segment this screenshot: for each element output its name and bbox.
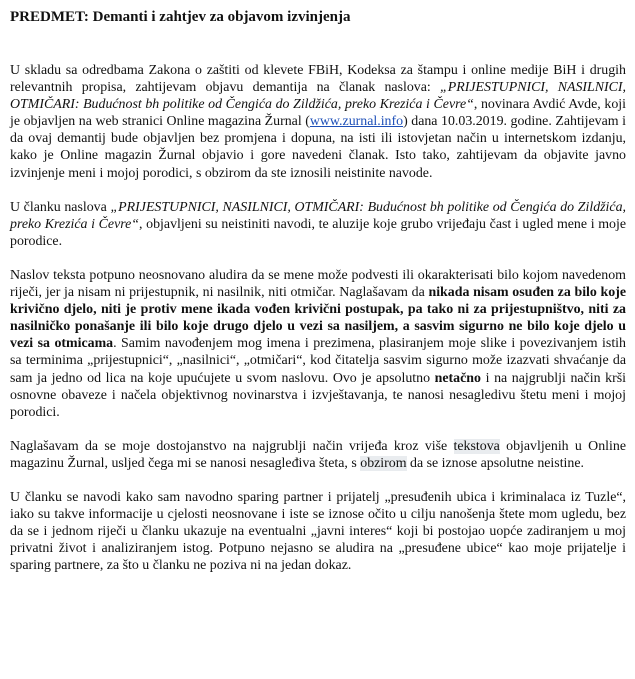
paragraph-1-text-c: ) dana 10.03.2019. godine. Zahtijevam i da ovaj demantij bude objavljen bez promjena i dopuna, na isti ili istovjetan način u internetskom izdanju, kako je Online magazin Žurnal objavio i gore navedeni članak. Isto tako, zahtijevam da objavite javno izvinjenje meni i mojoj porodici, s obzirom da ste iznosili neistinite navode. bbox=[10, 114, 626, 181]
paragraph-4-text-a: Naglašavam da se moje dostojanstvo na najgrublji način vrijeđa kroz više bbox=[10, 438, 454, 454]
paragraph-4-highlight-tekstova: tekstova bbox=[453, 438, 500, 454]
paragraph-5 bbox=[10, 489, 626, 574]
paragraph-4-text-b: objavljenih u Online magazinu Žurnal, usljed čega mi se nanosi nesagleđiva šteta, s bbox=[10, 438, 626, 471]
paragraph-5-text: U članku se navodi kako sam navodno sparing partner i prijatelj „presuđenih ubica i kriminalaca iz Tuzle“, iako su takve informacije u cjelosti neosnovane i iste se iznose očito u cilju nanošenja štete mom ugledu, bez da se i jednom riječi u članku ukazuje na eventualni „javni interes“ koji bi postojao uopće zadiranjem u moj privatni život i analiziranjem istog. Potpuno nejasno se aludira na „presuđene ubice“ kao moje prijatelje i sparing partnere, za što u članku ne poziva ni na jedan dokaz. bbox=[10, 489, 626, 574]
paragraph-3 bbox=[10, 267, 626, 421]
document-page bbox=[10, 8, 626, 591]
paragraph-3-text-c: i na najgrublji način krši osnovne obaveze i načela objektivnog novinarstva i izvještavanja, te nanosi nesagledivu štetu meni i mojoj porodici. bbox=[10, 370, 626, 420]
paragraph-2-text-b: , objavljeni su neistiniti navodi, te aluzije koje grubo vrijeđaju čast i ugled mene i moje porodice. bbox=[10, 216, 626, 249]
document-subject-title: PREDMET: Demanti i zahtjev za objavom izvinjenja bbox=[10, 9, 351, 25]
paragraph-4 bbox=[10, 438, 626, 472]
paragraph-4-highlight-obzirom: obzirom bbox=[360, 455, 407, 471]
zurnal-link[interactable]: www.zurnal.info bbox=[309, 114, 404, 130]
paragraph-3-text-b: . Samim navođenjem mog imena i prezimena, plasiranjem moje slike i povezivanjem istih sa terminima „prijestupnici“, „nasilnici“, „otmičari“, kod čitatelja sasvim sigurno može izazvati shvaćanje da sam ja jedno od lica na koje upućujete u svom naslovu. Ovo je apsolutno bbox=[10, 336, 626, 386]
paragraph-1 bbox=[10, 62, 626, 182]
paragraph-2-article-title: „PRIJESTUPNICI, NASILNICI, OTMIČARI: Budućnost bh politike od Čengića do Zildžića, preko Krezića i Čevre“ bbox=[10, 199, 626, 232]
paragraph-1-text-b: , novinara Avdić Avde, koji je objavljen na web stranici Online magazina Žurnal ( bbox=[10, 97, 626, 130]
paragraph-1-article-title: „PRIJESTUPNICI, NASILNICI, OTMIČARI: Budućnost bh politike od Čengića do Zildžića, preko Krezića i Čevre“ bbox=[10, 80, 626, 113]
paragraph-4-text-c: da se iznose apsolutne neistine. bbox=[406, 455, 584, 471]
paragraph-2-text-a: U članku naslova bbox=[10, 199, 111, 215]
paragraph-2 bbox=[10, 199, 626, 250]
paragraph-3-bold-statement: nikada nisam osuđen za bilo koje krivično djelo, niti je protiv mene ikada vođen krivični postupak, pa tako ni za prijestupništvo, niti za nasilničko ponašanje ili bilo koje drugo djelo u vezi sa nasiljem, a sasvim sigurno ne bilo koje djelo u vezi sa otmicama bbox=[10, 285, 627, 352]
paragraph-3-text-a: Naslov teksta potpuno neosnovano aludira da se mene može podvesti ili okarakterisati bilo kojom navedenom riječi, jer ja nisam ni prijestupnik, ni nasilnik, niti otmičar. Naglašavam da bbox=[10, 267, 626, 301]
paragraph-3-bold-netacno: netačno bbox=[434, 370, 481, 386]
paragraph-1-text-a: U skladu sa odredbama Zakona o zaštiti od klevete FBiH, Kodeksa za štampu i online medije BiH i drugih relevantnih propisa, zahtijevam objavu demantija na članak naslova: bbox=[10, 63, 626, 96]
